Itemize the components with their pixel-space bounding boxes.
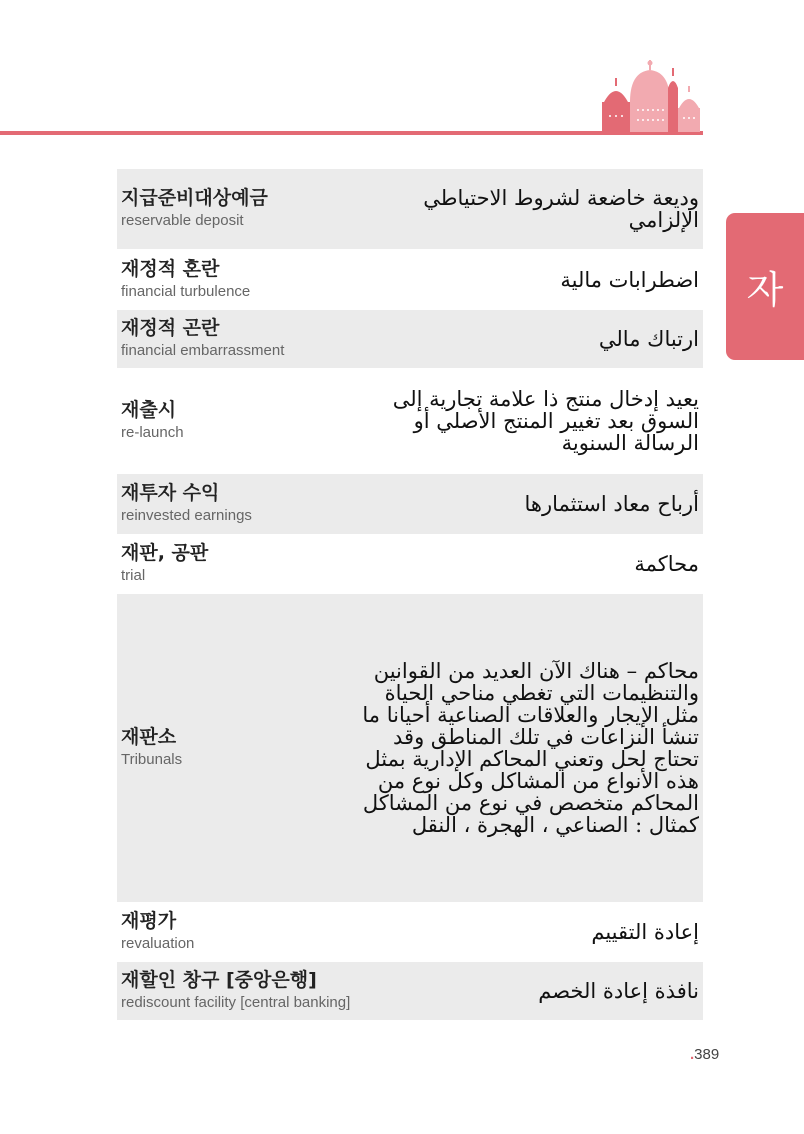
glossary-entry <box>117 250 703 309</box>
glossary-entry <box>117 962 703 1020</box>
entry-english-term: financial turbulence <box>121 282 251 300</box>
glossary-entries <box>117 169 703 1021</box>
entry-korean-term: 재판, 공판 <box>121 542 209 564</box>
glossary-entry <box>117 535 703 593</box>
page-number-value: 389 <box>694 1046 720 1063</box>
section-tab[interactable] <box>726 213 804 360</box>
entry-korean-term: 재투자 수익 <box>121 482 220 504</box>
section-tab-label: 자 <box>746 268 784 312</box>
page-number-dot: . <box>690 1046 695 1063</box>
page-number <box>690 1046 719 1063</box>
mosque-domes-icon <box>600 60 703 132</box>
entry-arabic-translation: إعادة التقييم <box>591 920 699 944</box>
entry-english-term: financial embarrassment <box>121 342 285 359</box>
entry-english-term: trial <box>121 567 146 584</box>
entry-korean-term: 재정적 혼란 <box>121 257 220 280</box>
glossary-entry <box>117 903 703 961</box>
glossary-entry <box>117 594 703 902</box>
entry-korean-term: 지급준비대상예금 <box>121 187 268 209</box>
entry-arabic-translation: محاكم – هناك الآن العديد من القوانين والتنظيمات التي تغطي مناحي الحياة مثل الإيجار والعلاقات الصناعية أحيانا ما تنشأ النزاعات في تلك المناطق وقد تحتاج لحل وتعني المحاكم الإدارية بمثل هذه الأنواع من المشاكل وكل نوع من المحاكم متخصص في نوع من المشاكل كمثال : الصناعي ، الهجرة ، النقل <box>362 659 699 837</box>
entry-arabic-translation: محاكمة <box>634 552 699 576</box>
glossary-entry <box>117 369 703 473</box>
entry-english-term: rediscount facility [central banking] <box>121 994 351 1011</box>
entry-arabic-translation: أرباح معاد استثمارها <box>524 492 699 516</box>
entry-arabic-translation: يعيد إدخال منتج ذا علامة تجارية إلى السوق بعد تغيير المنتج الأصلي أو الرسالة السنوية <box>392 387 699 455</box>
entry-arabic-translation: وديعة خاضعة لشروط الاحتياطي الإلزامي <box>423 186 699 232</box>
glossary-entry <box>117 169 703 249</box>
entry-korean-term: 재정적 곤란 <box>121 317 220 339</box>
entry-english-term: reinvested earnings <box>121 507 252 524</box>
entry-arabic-translation: اضطرابات مالية <box>560 267 699 292</box>
header-rule <box>0 131 703 135</box>
entry-english-term: Tribunals <box>121 751 183 768</box>
glossary-entry <box>117 310 703 368</box>
entry-arabic-translation: نافذة إعادة الخصم <box>538 979 699 1003</box>
entry-english-term: re-launch <box>121 424 184 441</box>
entry-korean-term: 재할인 창구 [중앙은행] <box>121 969 317 991</box>
entry-korean-term: 재출시 <box>121 399 177 421</box>
entry-english-term: revaluation <box>121 935 195 952</box>
glossary-entry <box>117 474 703 534</box>
entry-korean-term: 재평가 <box>121 910 177 932</box>
entry-english-term: reservable deposit <box>121 212 244 229</box>
entry-korean-term: 재판소 <box>121 726 177 748</box>
entry-arabic-translation: ارتباك مالي <box>598 327 699 351</box>
